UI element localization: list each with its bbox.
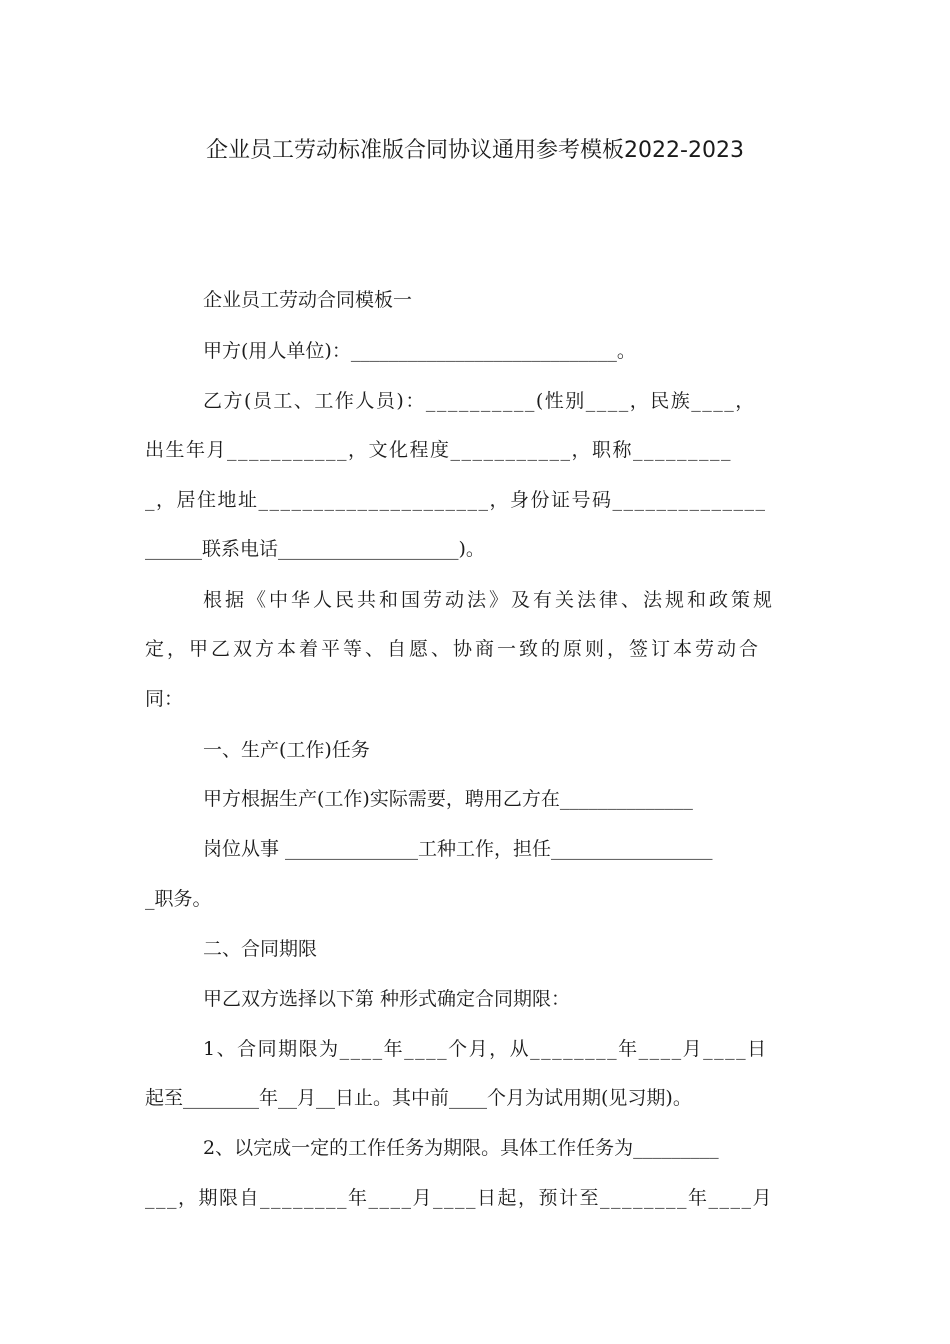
- preamble-line-2: 定，甲乙双方本着平等、自愿、协商一致的原则，签订本劳动合: [145, 638, 762, 660]
- section-2-item-2-line-2: ___，期限自________年____月____日起，预计至________年____月: [145, 1187, 774, 1209]
- section-2-line-1: 甲乙双方选择以下第 种形式确定合同期限：: [203, 988, 571, 1010]
- section-2-item-1-line-2: 起至________年__月__日止。其中前____个月为试用期(见习期)。: [145, 1087, 692, 1109]
- section-1-line-2: 岗位从事 ______________工种工作，担任_________________: [203, 838, 713, 860]
- section-2-item-2-line-1: 2、以完成一定的工作任务为期限。具体工作任务为_________: [203, 1137, 719, 1159]
- section-1-line-1: 甲方根据生产(工作)实际需要，聘用乙方在______________: [203, 788, 693, 810]
- contract-heading: 企业员工劳动合同模板一: [203, 289, 413, 311]
- party-b-info-line-2: _，居住地址_____________________，身份证号码______________: [145, 489, 767, 511]
- preamble-line-3: 同：: [145, 688, 184, 710]
- party-a-line: 甲方(用人单位)：____________________________。: [203, 340, 636, 362]
- preamble-line-1: 根据《中华人民共和国劳动法》及有关法律、法规和政策规: [203, 589, 776, 611]
- party-b-info-line-1: 出生年月___________，文化程度___________，职称_________: [145, 439, 733, 461]
- document-title: 企业员工劳动标准版合同协议通用参考模板2022-2023: [206, 138, 744, 163]
- section-2-item-1-line-1: 1、合同期限为____年____个月，从________年____月____日: [203, 1038, 768, 1060]
- party-b-line: 乙方(员工、工作人员)：__________(性别____，民族____，: [203, 390, 756, 412]
- party-b-info-line-3: ______联系电话___________________)。: [145, 538, 485, 560]
- section-1-heading: 一、生产(工作)任务: [203, 739, 370, 761]
- section-1-line-3: _职务。: [145, 888, 212, 910]
- section-2-heading: 二、合同期限: [203, 938, 318, 960]
